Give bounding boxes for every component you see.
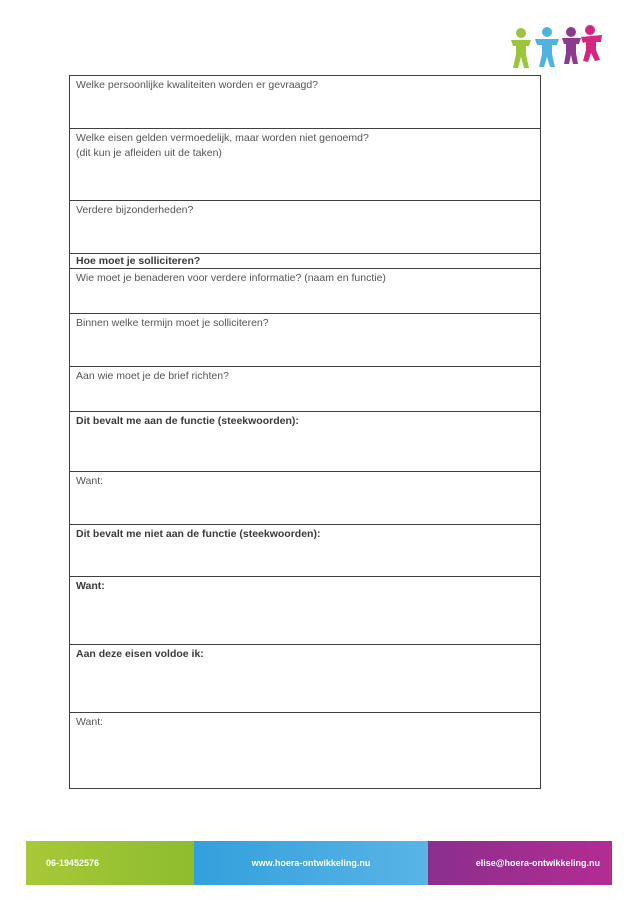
email-link[interactable]: elise@hoera-ontwikkeling.nu (475, 858, 600, 868)
row-label: Binnen welke termijn moet je solliciteren? (76, 317, 269, 329)
form-row (70, 314, 540, 367)
form-row (70, 525, 540, 577)
form-row (70, 472, 540, 525)
form-row (70, 76, 540, 129)
row-label: Verdere bijzonderheden? (76, 204, 194, 216)
row-label: Welke persoonlijke kwaliteiten worden er gevraagd? (76, 79, 319, 91)
footer-phone (26, 841, 194, 885)
row-label: Aan deze eisen voldoe ik: (76, 648, 204, 660)
row-label: Wie moet je benaderen voor verdere informatie? (naam en functie) (76, 272, 386, 284)
form-row (70, 254, 540, 269)
row-label: Dit bevalt me aan de functie (steekwoorden): (76, 415, 299, 427)
form-row (70, 367, 540, 412)
form-row (70, 577, 540, 645)
footer-bar (26, 841, 612, 885)
phone-number[interactable]: 06-19452576 (46, 858, 100, 868)
form-row (70, 129, 540, 201)
row-label: Want: (76, 580, 105, 592)
form-row (70, 713, 540, 788)
row-label: Aan wie moet je de brief richten? (76, 370, 229, 382)
footer-website (194, 841, 428, 885)
form-row (70, 269, 540, 314)
row-label: Dit bevalt me niet aan de functie (steekwoorden): (76, 528, 321, 540)
row-label: Hoe moet je solliciteren? (76, 255, 201, 267)
website-link[interactable]: www.hoera-ontwikkeling.nu (251, 858, 371, 868)
footer-email (428, 841, 612, 885)
row-label: Welke eisen gelden vermoedelijk, maar worden niet genoemd? (dit kun je afleiden uit de taken) (76, 132, 369, 159)
form-row (70, 201, 540, 254)
row-label: Want: (76, 475, 104, 487)
row-label: Want: (76, 716, 104, 728)
paper-chain-people-icon (505, 24, 605, 70)
form-row (70, 645, 540, 713)
job-analysis-form (69, 75, 541, 789)
form-row (70, 412, 540, 472)
